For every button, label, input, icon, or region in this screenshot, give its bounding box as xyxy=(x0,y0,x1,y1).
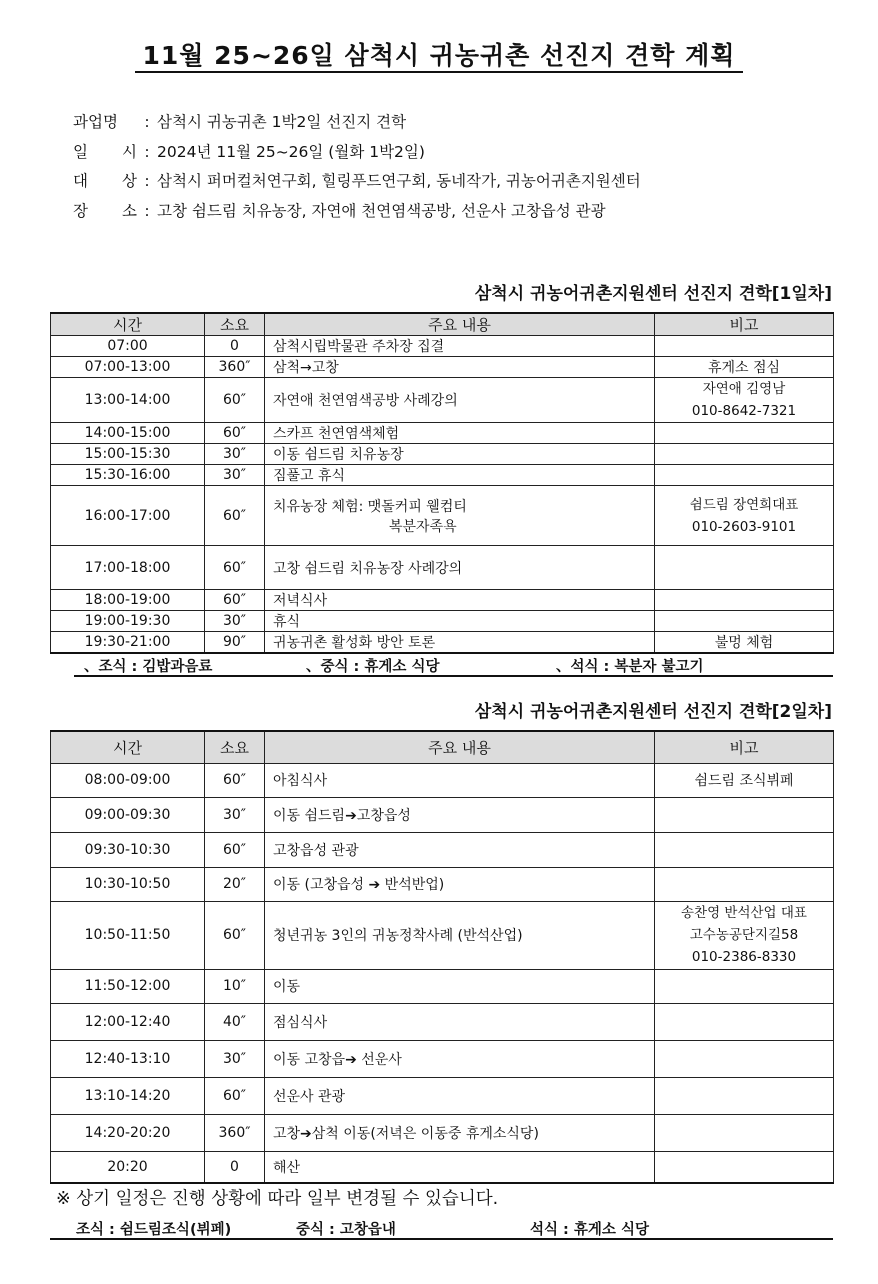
cell-note xyxy=(655,336,834,357)
note-line: 자연애 김영남 xyxy=(702,381,786,397)
info-label: 일 시 xyxy=(73,142,137,161)
header-note: 비고 xyxy=(655,731,834,763)
cell-note xyxy=(655,378,834,423)
cell-time: 16:00-17:00 xyxy=(51,486,205,546)
cell-duration: 60″ xyxy=(205,763,265,797)
table-row xyxy=(51,611,834,632)
table-row xyxy=(51,832,834,867)
title-text: 11월 25~26일 삼척시 귀농귀촌 선진지 견학 계획 xyxy=(135,41,744,73)
info-label: 장 소 xyxy=(73,201,137,220)
cell-duration: 60″ xyxy=(205,546,265,590)
cell-content: 이동 쉼드림➔고창읍성 xyxy=(265,797,655,832)
lunch-text: 、중식 : 휴게소 식당 xyxy=(306,659,440,675)
cell-note: 휴게소 점심 xyxy=(655,357,834,378)
note-line: 쉼드림 장연희대표 xyxy=(689,496,799,513)
note-phone: 010-2603-9101 xyxy=(691,518,797,535)
note-address: 고수농공단지길58 xyxy=(689,927,799,943)
cell-duration: 30″ xyxy=(205,444,265,465)
info-separator: : xyxy=(144,113,150,131)
info-label: 과업명 xyxy=(73,113,118,131)
schedule-change-notice: ※ 상기 일정은 진행 상황에 따라 일부 변경될 수 있습니다. xyxy=(56,1189,499,1209)
table-row xyxy=(51,1151,834,1183)
cell-note xyxy=(655,465,834,486)
header-duration: 소요 xyxy=(205,313,265,336)
cell-content: 삼척시립박물관 주차장 집결 xyxy=(265,336,655,357)
header-content: 주요 내용 xyxy=(265,313,655,336)
table-row xyxy=(51,969,834,1003)
table-row xyxy=(51,901,834,969)
table-row xyxy=(51,444,834,465)
day1-schedule-table xyxy=(50,312,834,654)
info-value: 삼척시 귀농귀촌 1박2일 선진지 견학 xyxy=(157,113,407,131)
cell-note: 쉼드림 조식뷔페 xyxy=(655,763,834,797)
table-row xyxy=(51,763,834,797)
table-row xyxy=(51,590,834,611)
cell-duration: 40″ xyxy=(205,1003,265,1040)
day2-heading: 삼척시 귀농어귀촌지원센터 선진지 견학[2일차] xyxy=(474,702,832,722)
cell-time: 09:00-09:30 xyxy=(51,797,205,832)
info-separator: : xyxy=(144,201,150,220)
cell-content: 저녁식사 xyxy=(265,590,655,611)
cell-duration: 30″ xyxy=(205,1040,265,1077)
cell-content: 휴식 xyxy=(265,611,655,632)
cell-content: 이동 (고창읍성 ➔ 반석반업) xyxy=(265,867,655,901)
content-line: 복분자족욕 xyxy=(389,518,457,535)
cell-note xyxy=(655,797,834,832)
cell-duration: 60″ xyxy=(205,1077,265,1114)
cell-content: 해산 xyxy=(265,1151,655,1183)
cell-duration: 60″ xyxy=(205,832,265,867)
cell-note xyxy=(655,1040,834,1077)
cell-time: 15:30-16:00 xyxy=(51,465,205,486)
table-row xyxy=(51,486,834,546)
cell-time: 15:00-15:30 xyxy=(51,444,205,465)
cell-content: 고창 쉼드림 치유농장 사례강의 xyxy=(265,546,655,590)
cell-duration: 60″ xyxy=(205,901,265,969)
cell-duration: 30″ xyxy=(205,465,265,486)
breakfast-text: 、조식 : 김밥과음료 xyxy=(84,659,213,675)
table-row xyxy=(51,1114,834,1151)
cell-note: 불멍 체험 xyxy=(655,632,834,654)
note-phone: 010-8642-7321 xyxy=(691,403,797,419)
header-content: 주요 내용 xyxy=(265,731,655,763)
cell-content: 아침식사 xyxy=(265,763,655,797)
cell-note xyxy=(655,486,834,546)
table-row xyxy=(51,465,834,486)
cell-content: 스카프 천연염색체험 xyxy=(265,423,655,444)
cell-content: 짐풀고 휴식 xyxy=(265,465,655,486)
content-line: 치유농장 체험: 맷돌커피 웰컴티 xyxy=(273,498,467,515)
cell-note xyxy=(655,444,834,465)
dinner-text: 석식 : 휴게소 식당 xyxy=(530,1222,649,1238)
cell-time: 07:00 xyxy=(51,336,205,357)
cell-note xyxy=(655,611,834,632)
note-line: 송찬영 반석산업 대표 xyxy=(681,905,807,921)
table-row xyxy=(51,1040,834,1077)
day1-heading: 삼척시 귀농어귀촌지원센터 선진지 견학[1일차] xyxy=(474,284,832,304)
document-title xyxy=(0,36,878,72)
cell-duration: 60″ xyxy=(205,590,265,611)
table-row xyxy=(51,867,834,901)
cell-duration: 0 xyxy=(205,1151,265,1183)
day1-meals xyxy=(74,655,833,677)
cell-content: 선운사 관광 xyxy=(265,1077,655,1114)
header-time: 시간 xyxy=(51,313,205,336)
cell-duration: 60″ xyxy=(205,486,265,546)
cell-content: 청년귀농 3인의 귀농정착사례 (반석산업) xyxy=(265,901,655,969)
lunch-text: 중식 : 고창읍내 xyxy=(296,1222,396,1238)
dinner-text: 、석식 : 복분자 불고기 xyxy=(556,659,704,675)
cell-content: 자연애 천연염색공방 사례강의 xyxy=(265,378,655,423)
cell-note xyxy=(655,546,834,590)
cell-time: 12:00-12:40 xyxy=(51,1003,205,1040)
cell-time: 17:00-18:00 xyxy=(51,546,205,590)
breakfast-text: 조식 : 쉼드림조식(뷔페) xyxy=(76,1222,232,1238)
cell-time: 13:10-14:20 xyxy=(51,1077,205,1114)
day2-schedule-table xyxy=(50,730,834,1184)
overview-block xyxy=(73,108,641,226)
table-row xyxy=(51,632,834,654)
cell-duration: 60″ xyxy=(205,423,265,444)
cell-time: 14:00-15:00 xyxy=(51,423,205,444)
cell-content: 귀농귀촌 활성화 방안 토론 xyxy=(265,632,655,654)
table-row xyxy=(51,357,834,378)
table-header-row xyxy=(51,313,834,336)
info-value: 2024년 11월 25~26일 (월화 1박2일) xyxy=(157,142,425,161)
cell-time: 10:30-10:50 xyxy=(51,867,205,901)
cell-content xyxy=(265,486,655,546)
header-note: 비고 xyxy=(655,313,834,336)
cell-time: 10:50-11:50 xyxy=(51,901,205,969)
cell-note xyxy=(655,901,834,969)
cell-duration: 360″ xyxy=(205,357,265,378)
info-separator: : xyxy=(144,172,150,190)
info-row-date xyxy=(73,138,641,168)
cell-time: 11:50-12:00 xyxy=(51,969,205,1003)
cell-time: 12:40-13:10 xyxy=(51,1040,205,1077)
cell-note xyxy=(655,832,834,867)
cell-content: 이동 쉼드림 치유농장 xyxy=(265,444,655,465)
cell-duration: 20″ xyxy=(205,867,265,901)
cell-note xyxy=(655,1151,834,1183)
cell-time: 20:20 xyxy=(51,1151,205,1183)
table-row xyxy=(51,1077,834,1114)
table-header-row xyxy=(51,731,834,763)
cell-time: 07:00-13:00 xyxy=(51,357,205,378)
day2-meals xyxy=(50,1216,833,1240)
cell-note xyxy=(655,1077,834,1114)
cell-duration: 10″ xyxy=(205,969,265,1003)
info-value: 고창 쉼드림 치유농장, 자연애 천연염색공방, 선운사 고창읍성 관광 xyxy=(157,201,606,220)
table-row xyxy=(51,797,834,832)
cell-duration: 0 xyxy=(205,336,265,357)
info-separator: : xyxy=(144,142,150,161)
header-duration: 소요 xyxy=(205,731,265,763)
info-row-target xyxy=(73,167,641,197)
table-row xyxy=(51,423,834,444)
info-row-task xyxy=(73,108,641,138)
cell-content: 이동 고창읍➔ 선운사 xyxy=(265,1040,655,1077)
info-label: 대 상 xyxy=(73,172,137,190)
cell-duration: 60″ xyxy=(205,378,265,423)
info-row-place xyxy=(73,197,641,227)
cell-content: 이동 xyxy=(265,969,655,1003)
cell-content: 점심식사 xyxy=(265,1003,655,1040)
table-row xyxy=(51,1003,834,1040)
cell-duration: 360″ xyxy=(205,1114,265,1151)
cell-time: 08:00-09:00 xyxy=(51,763,205,797)
table-row xyxy=(51,336,834,357)
cell-time: 19:30-21:00 xyxy=(51,632,205,654)
cell-time: 14:20-20:20 xyxy=(51,1114,205,1151)
cell-content: 고창➔삼척 이동(저녁은 이동중 휴게소식당) xyxy=(265,1114,655,1151)
note-phone: 010-2386-8330 xyxy=(691,949,797,965)
cell-duration: 30″ xyxy=(205,797,265,832)
header-time: 시간 xyxy=(51,731,205,763)
cell-duration: 90″ xyxy=(205,632,265,654)
cell-time: 09:30-10:30 xyxy=(51,832,205,867)
cell-note xyxy=(655,969,834,1003)
cell-note xyxy=(655,423,834,444)
cell-content: 고창읍성 관광 xyxy=(265,832,655,867)
cell-note xyxy=(655,1114,834,1151)
cell-note xyxy=(655,590,834,611)
cell-duration: 30″ xyxy=(205,611,265,632)
cell-content: 삼척→고창 xyxy=(265,357,655,378)
cell-time: 19:00-19:30 xyxy=(51,611,205,632)
table-row xyxy=(51,546,834,590)
cell-time: 18:00-19:00 xyxy=(51,590,205,611)
cell-note xyxy=(655,867,834,901)
table-row xyxy=(51,378,834,423)
cell-time: 13:00-14:00 xyxy=(51,378,205,423)
info-value: 삼척시 퍼머컬처연구회, 힐링푸드연구회, 동네작가, 귀농어귀촌지원센터 xyxy=(157,172,641,190)
cell-note xyxy=(655,1003,834,1040)
